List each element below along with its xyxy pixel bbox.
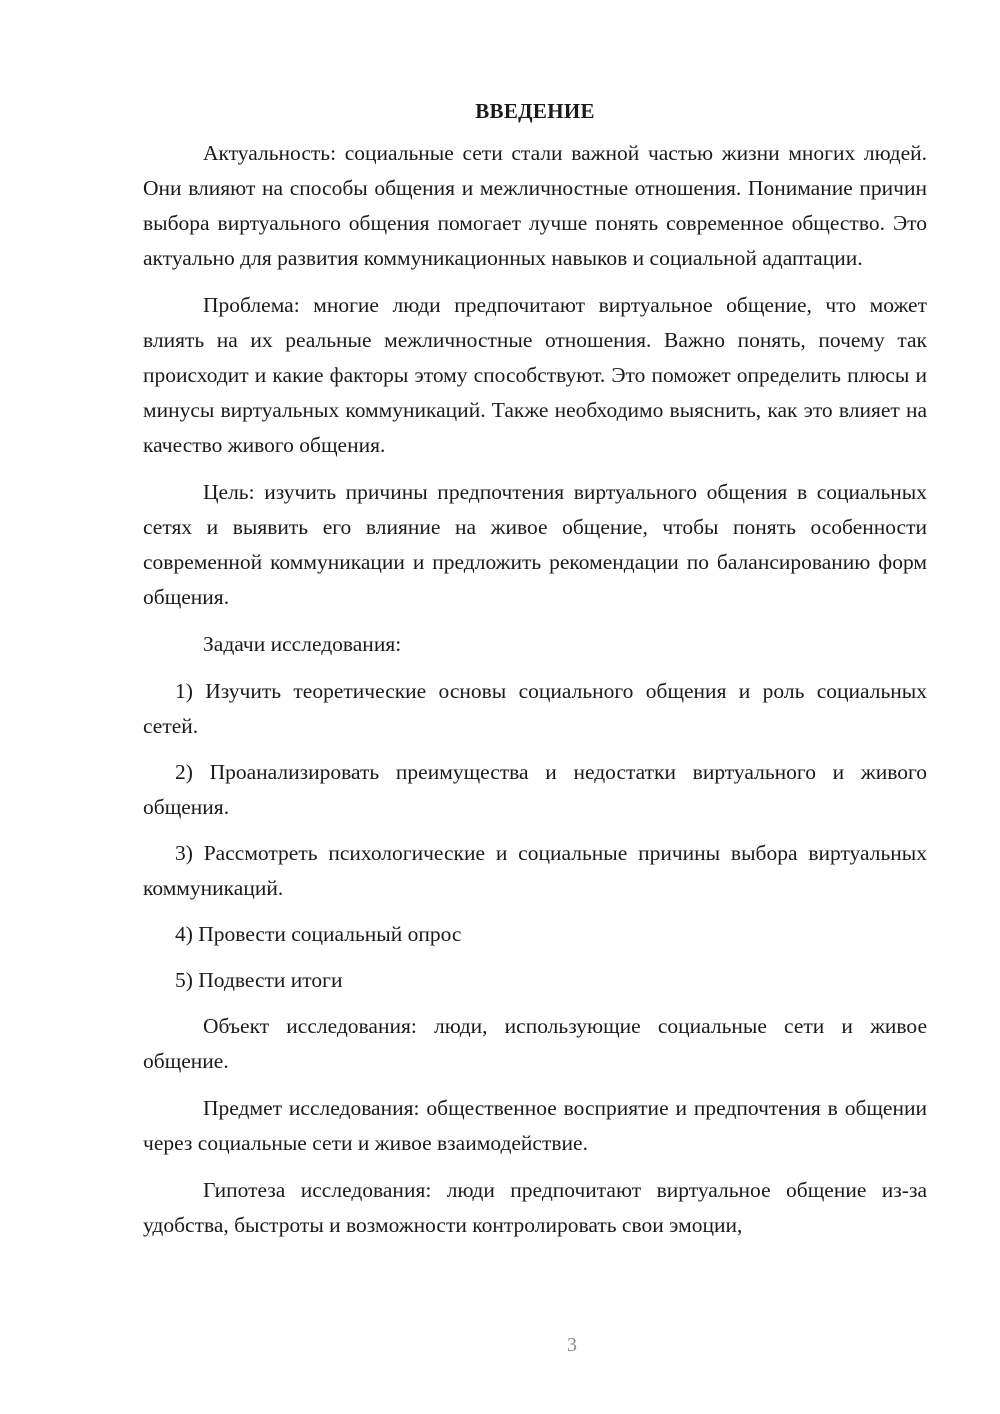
document-page — [143, 96, 927, 1255]
task-item-1: 1) Изучить теоретические основы социального общения и роль социальных сетей. — [143, 679, 927, 738]
paragraph-hypothesis: Гипотеза исследования: люди предпочитают виртуальное общение из-за удобства, быстроты и возможности контролировать свои эмоции, — [143, 1178, 927, 1237]
paragraph-object: Объект исследования: люди, использующие социальные сети и живое общение. — [143, 1014, 927, 1073]
page-title: ВВЕДЕНИЕ — [475, 99, 595, 123]
paragraph-tasks-heading: Задачи исследования: — [203, 632, 402, 656]
task-item-2: 2) Проанализировать преимущества и недостатки виртуального и живого общения. — [143, 760, 927, 819]
task-item-3: 3) Рассмотреть психологические и социальные причины выбора виртуальных коммуникаций. — [143, 841, 927, 900]
paragraph-goal: Цель: изучить причины предпочтения виртуального общения в социальных сетях и выявить его влияние на живое общение, чтобы понять особенности современной коммуникации и предложить рекомендации по балансированию форм общения. — [143, 480, 927, 609]
paragraph-problem: Проблема: многие люди предпочитают виртуальное общение, что может влиять на их реальные межличностные отношения. Важно понять, почему так происходит и какие факторы этому способствуют. Это поможет определить плюсы и минусы виртуальных коммуникаций. Также необходимо выяснить, как это влияет на качество живого общения. — [143, 293, 927, 457]
paragraph-subject: Предмет исследования: общественное восприятие и предпочтения в общении через социальные сети и живое взаимодействие. — [143, 1096, 927, 1155]
task-item-4: 4) Провести социальный опрос — [175, 922, 462, 946]
page-number-value: 3 — [567, 1334, 577, 1356]
page-number — [72, 1333, 1000, 1357]
paragraph-relevance: Актуальность: социальные сети стали важной частью жизни многих людей. Они влияют на способы общения и межличностные отношения. Понимание причин выбора виртуального общения помогает лучше понять современное общество. Это актуально для развития коммуникационных навыков и социальной адаптации. — [143, 141, 927, 270]
task-item-5: 5) Подвести итоги — [175, 968, 343, 992]
